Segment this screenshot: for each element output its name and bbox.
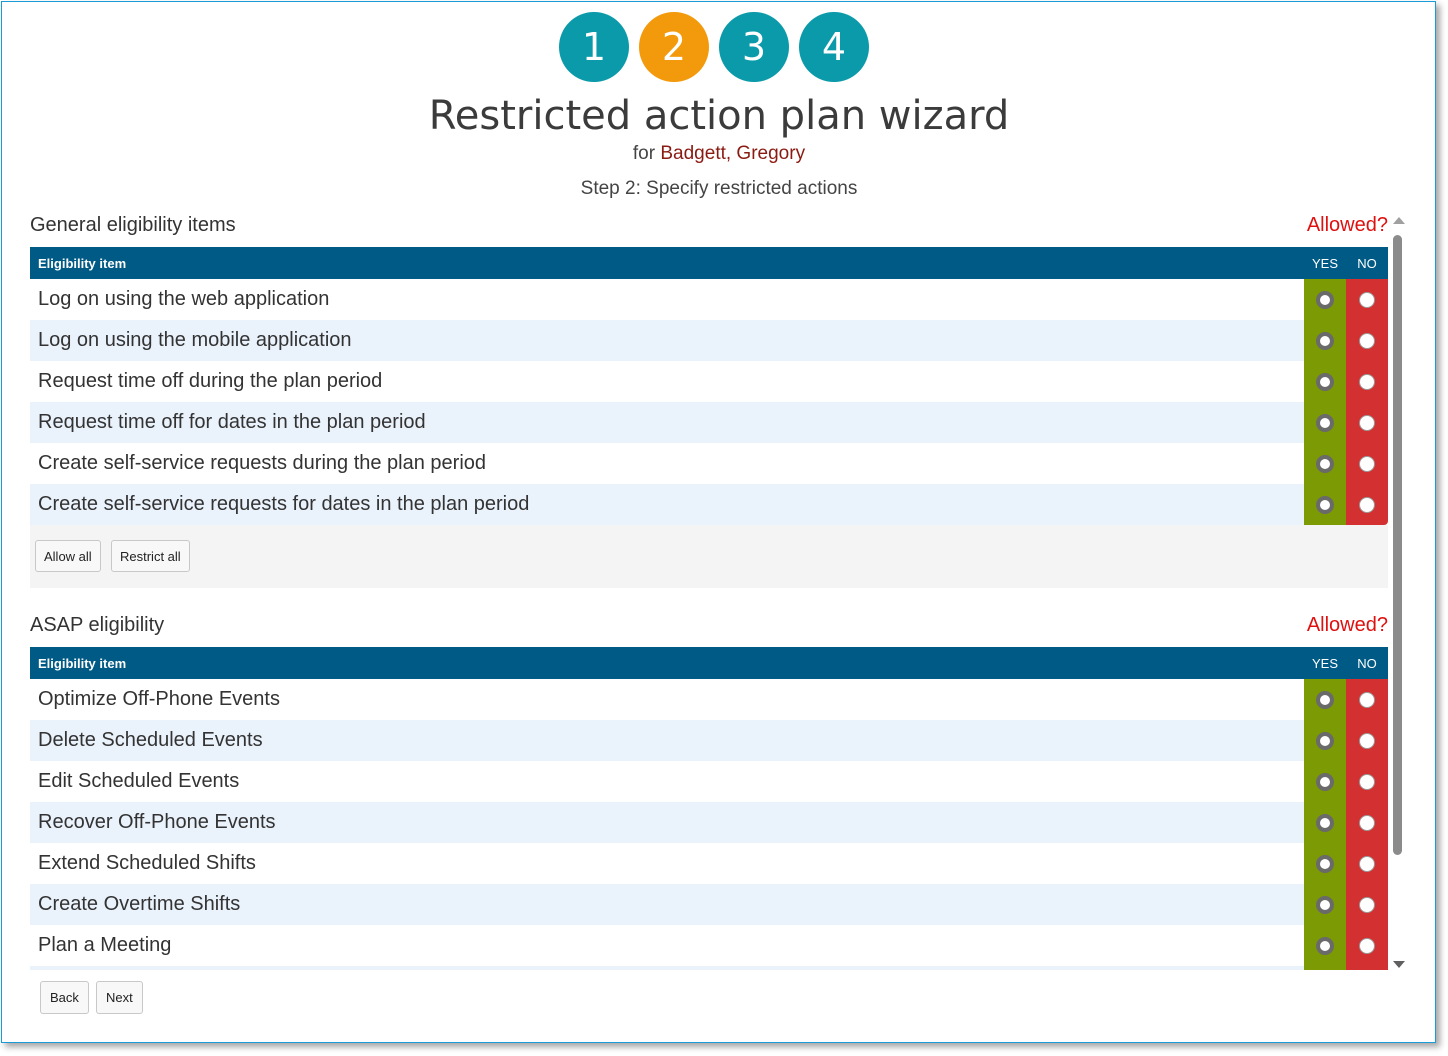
asap-section-title: ASAP eligibility — [30, 614, 165, 636]
table-row — [30, 843, 1388, 884]
eligibility-item-label: Extend Scheduled Shifts — [30, 843, 1304, 884]
yes-cell — [1304, 843, 1346, 884]
asap-allowed-label: Allowed? — [1306, 614, 1388, 636]
yes-cell — [1304, 361, 1346, 402]
yes-cell — [1304, 966, 1346, 970]
no-radio[interactable] — [1359, 733, 1375, 749]
eligibility-item-label: Delete Scheduled Events — [30, 720, 1304, 761]
no-cell — [1346, 484, 1388, 525]
column-header-item: Eligibility item — [30, 647, 1304, 679]
yes-radio[interactable] — [1316, 373, 1334, 391]
table-row — [30, 802, 1388, 843]
no-cell — [1346, 761, 1388, 802]
next-button[interactable]: Next — [96, 981, 143, 1014]
no-radio[interactable] — [1359, 333, 1375, 349]
scrollbar-thumb[interactable] — [1393, 235, 1402, 855]
table-row — [30, 279, 1388, 320]
scroll-down-arrow-icon[interactable] — [1393, 961, 1405, 968]
step-name: Step 2: Specify restricted actions — [580, 178, 858, 199]
yes-radio[interactable] — [1316, 814, 1334, 832]
general-allowed-label: Allowed? — [1306, 214, 1388, 236]
yes-radio[interactable] — [1316, 414, 1334, 432]
yes-radio[interactable] — [1316, 291, 1334, 309]
column-header-no: NO — [1346, 647, 1388, 679]
eligibility-item-label: Log on using the mobile application — [30, 320, 1304, 361]
no-cell — [1346, 402, 1388, 443]
back-button[interactable]: Back — [40, 981, 89, 1014]
general-bulk-actions — [30, 525, 1388, 588]
table-row — [30, 720, 1388, 761]
table-row — [30, 884, 1388, 925]
eligibility-item-label: Optimize Off-Phone Events — [30, 679, 1304, 720]
yes-cell — [1304, 884, 1346, 925]
yes-cell — [1304, 925, 1346, 966]
step-4[interactable]: 4 — [799, 12, 869, 82]
table-row — [30, 361, 1388, 402]
no-radio[interactable] — [1359, 497, 1375, 513]
eligibility-item-label: Recover Off-Phone Events — [30, 802, 1304, 843]
eligibility-item-label: Request time off for dates in the plan period — [30, 402, 1304, 443]
yes-radio[interactable] — [1316, 773, 1334, 791]
no-radio[interactable] — [1359, 897, 1375, 913]
yes-cell — [1304, 279, 1346, 320]
eligibility-item-label: Request time off during the plan period — [30, 361, 1304, 402]
no-cell — [1346, 966, 1388, 970]
no-cell — [1346, 443, 1388, 484]
step-1[interactable]: 1 — [559, 12, 629, 82]
eligibility-item-label: Log on using the web application — [30, 279, 1304, 320]
column-header-yes: YES — [1304, 247, 1346, 279]
general-section-header — [30, 210, 1388, 247]
content-scroll-area[interactable] — [30, 210, 1406, 970]
yes-radio[interactable] — [1316, 896, 1334, 914]
yes-cell — [1304, 443, 1346, 484]
allow-all-button[interactable]: Allow all — [35, 540, 101, 572]
yes-radio[interactable] — [1316, 855, 1334, 873]
yes-radio[interactable] — [1316, 332, 1334, 350]
yes-radio[interactable] — [1316, 455, 1334, 473]
general-section-title: General eligibility items — [30, 214, 236, 236]
eligibility-item-label: Create self-service requests for dates in the plan period — [30, 484, 1304, 525]
column-header-yes: YES — [1304, 647, 1346, 679]
no-cell — [1346, 925, 1388, 966]
column-header-no: NO — [1346, 247, 1388, 279]
table-row — [30, 925, 1388, 966]
eligibility-item-label — [30, 966, 1304, 970]
no-radio[interactable] — [1359, 456, 1375, 472]
table-row — [30, 402, 1388, 443]
no-radio[interactable] — [1359, 815, 1375, 831]
table-row — [30, 966, 1388, 970]
no-radio[interactable] — [1359, 774, 1375, 790]
yes-cell — [1304, 679, 1346, 720]
general-eligibility-table — [30, 247, 1388, 525]
yes-radio[interactable] — [1316, 496, 1334, 514]
table-row — [30, 320, 1388, 361]
yes-cell — [1304, 320, 1346, 361]
asap-section — [30, 610, 1388, 970]
yes-radio[interactable] — [1316, 732, 1334, 750]
eligibility-item-label: Create Overtime Shifts — [30, 884, 1304, 925]
asap-section-header — [30, 610, 1388, 647]
yes-cell — [1304, 802, 1346, 843]
yes-cell — [1304, 761, 1346, 802]
no-radio[interactable] — [1359, 292, 1375, 308]
yes-cell — [1304, 484, 1346, 525]
for-prefix: for — [632, 143, 656, 164]
yes-radio[interactable] — [1316, 691, 1334, 709]
step-indicator — [559, 12, 869, 82]
subtitle — [0, 143, 1438, 165]
vertical-scrollbar[interactable] — [1392, 215, 1404, 968]
table-row — [30, 761, 1388, 802]
restrict-all-button[interactable]: Restrict all — [111, 540, 190, 572]
no-radio[interactable] — [1359, 938, 1375, 954]
yes-cell — [1304, 720, 1346, 761]
column-header-item: Eligibility item — [30, 247, 1304, 279]
no-cell — [1346, 884, 1388, 925]
eligibility-item-label: Create self-service requests during the plan period — [30, 443, 1304, 484]
no-radio[interactable] — [1359, 692, 1375, 708]
no-cell — [1346, 361, 1388, 402]
no-cell — [1346, 802, 1388, 843]
no-radio[interactable] — [1359, 415, 1375, 431]
table-row — [30, 443, 1388, 484]
eligibility-item-label: Plan a Meeting — [30, 925, 1304, 966]
person-name: Badgett, Gregory — [660, 143, 806, 164]
yes-cell — [1304, 402, 1346, 443]
yes-radio[interactable] — [1316, 937, 1334, 955]
no-cell — [1346, 843, 1388, 884]
no-cell — [1346, 279, 1388, 320]
general-section — [30, 210, 1388, 588]
asap-eligibility-table — [30, 647, 1388, 970]
eligibility-item-label: Edit Scheduled Events — [30, 761, 1304, 802]
page-title: Restricted action plan wizard — [428, 93, 1010, 139]
table-row — [30, 484, 1388, 525]
step-3[interactable]: 3 — [719, 12, 789, 82]
table-row — [30, 679, 1388, 720]
no-cell — [1346, 720, 1388, 761]
no-radio[interactable] — [1359, 856, 1375, 872]
no-cell — [1346, 320, 1388, 361]
scroll-up-arrow-icon[interactable] — [1393, 217, 1405, 224]
no-cell — [1346, 679, 1388, 720]
step-2[interactable]: 2 — [639, 12, 709, 82]
no-radio[interactable] — [1359, 374, 1375, 390]
